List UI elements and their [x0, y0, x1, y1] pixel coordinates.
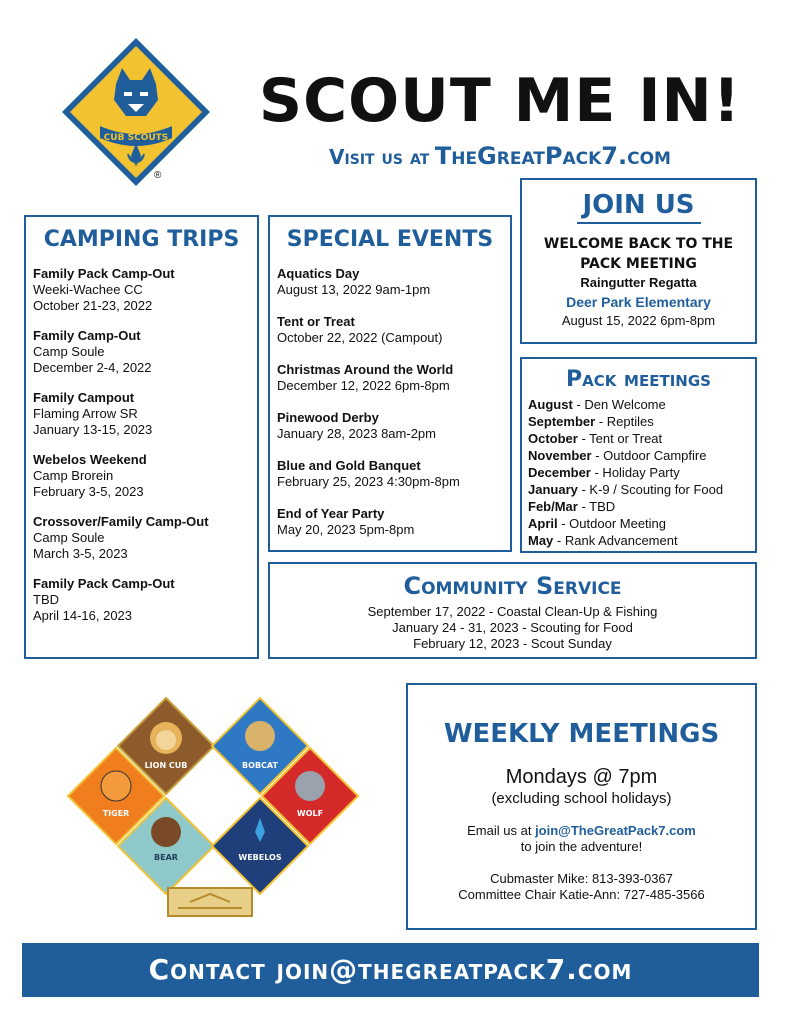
special-event-date: May 20, 2023 5pm-8pm: [277, 522, 415, 537]
pack-meeting-month: Feb/Mar: [528, 499, 578, 514]
footer-contact-text[interactable]: Contact join@thegreatpack7.com: [148, 953, 633, 986]
camping-trip-title: Family Campout: [33, 390, 135, 405]
visit-site[interactable]: TheGreatPack7.com: [434, 142, 671, 170]
pack-meeting-topic: - Rank Advancement: [553, 533, 678, 548]
pack-meeting-item: [528, 430, 755, 447]
pack-meeting-item: [528, 413, 755, 430]
email-prefix: Email us at: [467, 823, 536, 838]
bobcat-label: BOBCAT: [242, 761, 278, 770]
cub-scouts-logo: [58, 34, 214, 190]
special-events-box: [268, 215, 512, 552]
camping-trip-item: [33, 452, 257, 500]
special-event-item: [277, 458, 510, 490]
camping-trip-date: April 14-16, 2023: [33, 608, 133, 623]
community-service-item: September 17, 2022 - Coastal Clean-Up & Fishing: [367, 604, 658, 619]
pack-meeting-month: September: [528, 414, 596, 429]
registered-mark: ®: [154, 170, 162, 181]
camping-trip-title: Webelos Weekend: [33, 452, 147, 467]
weekly-meetings-box: [406, 683, 757, 930]
community-service-list: [270, 604, 755, 652]
camping-trip-item: [33, 514, 257, 562]
camping-trip-title: Family Pack Camp-Out: [33, 266, 175, 281]
pack-meeting-topic: - Den Welcome: [572, 397, 666, 412]
camping-trip-title: Family Camp-Out: [33, 328, 141, 343]
tiger-label: TIGER: [102, 809, 130, 818]
logo-text: CUB SCOUTS: [103, 133, 169, 143]
weekly-time: Mondays @ 7pm: [505, 766, 658, 788]
pack-meetings-box: [520, 357, 757, 553]
join-line-2: PACK MEETING: [580, 256, 697, 272]
weekly-email-line: [408, 823, 755, 839]
footer-banner: [22, 943, 759, 997]
pack-meeting-item: [528, 515, 755, 532]
special-events-heading: SPECIAL EVENTS: [286, 227, 494, 252]
weekly-note: (excluding school holidays): [491, 790, 672, 807]
special-event-date: February 25, 2023 4:30pm-8pm: [277, 474, 460, 489]
pack-meeting-month: August: [528, 397, 573, 412]
special-event-title: Pinewood Derby: [277, 410, 379, 425]
special-event-date: October 22, 2022 (Campout): [277, 330, 443, 345]
pack-meeting-month: April: [528, 516, 558, 531]
camping-trip-place: Camp Soule: [33, 344, 105, 359]
camping-trip-date: March 3-5, 2023: [33, 546, 128, 561]
join-line-3: Raingutter Regatta: [580, 275, 697, 290]
pack-meeting-topic: - TBD: [577, 499, 616, 514]
pack-meeting-item: [528, 481, 755, 498]
pack-meeting-month: December: [528, 465, 591, 480]
camping-trips-box: [24, 215, 259, 659]
visit-prefix: Visit us at: [329, 145, 430, 169]
visit-line: [240, 142, 760, 170]
join-location: Deer Park Elementary: [566, 294, 711, 310]
special-event-item: [277, 314, 510, 346]
special-event-item: [277, 266, 510, 298]
pack-meeting-item: [528, 447, 755, 464]
pack-meeting-topic: - Outdoor Meeting: [557, 516, 667, 531]
lion-cub-label: LION CUB: [144, 761, 188, 770]
weekly-meetings-heading: WEEKLY MEETINGS: [443, 719, 720, 749]
camping-trip-place: TBD: [33, 592, 59, 607]
special-event-item: [277, 410, 510, 442]
camping-trip-item: [33, 576, 257, 624]
community-service-box: [268, 562, 757, 659]
pack-meetings-heading: Pack meetings: [566, 367, 711, 392]
webelos-label: WEBELOS: [238, 853, 282, 862]
camping-trip-date: October 21-23, 2022: [33, 298, 153, 313]
camping-trip-item: [33, 328, 257, 376]
special-event-item: [277, 506, 510, 538]
camping-trip-date: January 13-15, 2023: [33, 422, 153, 437]
pack-meeting-month: January: [528, 482, 578, 497]
pack-meeting-item: [528, 532, 755, 549]
special-event-title: Aquatics Day: [277, 266, 360, 281]
special-event-title: Christmas Around the World: [277, 362, 454, 377]
camping-trip-title: Crossover/Family Camp-Out: [33, 514, 209, 529]
pack-meeting-month: October: [528, 431, 578, 446]
special-event-date: January 28, 2023 8am-2pm: [277, 426, 436, 441]
pack-meeting-item: [528, 464, 755, 481]
pack-meeting-topic: - K-9 / Scouting for Food: [577, 482, 724, 497]
join-date: August 15, 2022 6pm-8pm: [561, 313, 716, 328]
camping-trip-place: Weeki-Wachee CC: [33, 282, 143, 297]
pack-meeting-topic: - Tent or Treat: [577, 431, 663, 446]
join-us-box: [520, 178, 757, 344]
weekly-email-suffix: to join the adventure!: [520, 839, 643, 854]
camping-trip-place: Camp Brorein: [33, 468, 114, 483]
special-event-title: Tent or Treat: [277, 314, 355, 329]
camping-trip-item: [33, 266, 257, 314]
join-us-heading: JOIN US: [577, 190, 701, 224]
camping-trip-date: December 2-4, 2022: [33, 360, 152, 375]
pack-meeting-month: May: [528, 533, 554, 548]
special-event-item: [277, 362, 510, 394]
join-line-1: WELCOME BACK TO THE: [543, 236, 734, 252]
camping-trip-place: Camp Soule: [33, 530, 105, 545]
page-title: SCOUT ME IN!: [258, 66, 742, 136]
special-event-title: End of Year Party: [277, 506, 385, 521]
camping-trip-item: [33, 390, 257, 438]
special-event-date: December 12, 2022 6pm-8pm: [277, 378, 450, 393]
special-event-title: Blue and Gold Banquet: [277, 458, 421, 473]
wolf-label: WOLF: [296, 809, 324, 818]
camping-trips-list: [26, 266, 257, 624]
camping-trip-date: February 3-5, 2023: [33, 484, 144, 499]
community-service-heading: Community Service: [403, 572, 622, 600]
camping-trips-heading: CAMPING TRIPS: [43, 227, 240, 252]
pack-meeting-topic: - Holiday Party: [590, 465, 680, 480]
pack-meeting-item: [528, 498, 755, 515]
pack-meeting-topic: - Outdoor Campfire: [591, 448, 707, 463]
pack-meetings-list: [522, 396, 755, 549]
special-event-date: August 13, 2022 9am-1pm: [277, 282, 431, 297]
camping-trip-place: Flaming Arrow SR: [33, 406, 138, 421]
community-service-item: February 12, 2023 - Scout Sunday: [413, 636, 612, 651]
community-service-item: January 24 - 31, 2023 - Scouting for Food: [392, 620, 633, 635]
committee-chair-contact: Committee Chair Katie-Ann: 727-485-3566: [458, 887, 705, 902]
pack-meeting-topic: - Reptiles: [595, 414, 654, 429]
pack-meeting-month: November: [528, 448, 592, 463]
rank-badges: [66, 694, 366, 920]
special-events-list: [270, 266, 510, 538]
camping-trip-title: Family Pack Camp-Out: [33, 576, 175, 591]
cubmaster-contact: Cubmaster Mike: 813-393-0367: [490, 871, 673, 886]
email-link[interactable]: join@TheGreatPack7.com: [535, 823, 696, 838]
arrow-of-light-badge: [168, 888, 252, 916]
bear-label: BEAR: [154, 853, 178, 862]
pack-meeting-item: [528, 396, 755, 413]
